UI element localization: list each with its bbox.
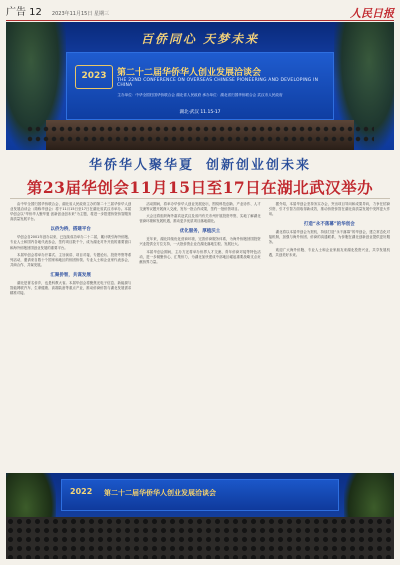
paragraph: 本届华创会将举办开幕式、主旨演讲、项目对接、专题论坛、投资考察等系列活动，邀请来自数十个国家和地区的侨团侨领、专业人士和企业家代表参会，共商合作、共谋发展。 [10,252,132,267]
paragraph: 活动期间，将举办华侨华人创业发展论坛，围绕科技创新、产业协作、人才交流等议题开展深入交流，发布一批合作成果，签约一批侨资项目。 [139,202,261,212]
slogan-line [0,154,400,173]
audience [26,124,374,146]
section-heading: 打造“永不落幕”的华创会 [303,222,355,228]
paragraph: 本届华创会期间，主办方还将举办侨界人才交流、青年侨商对接等特色活动，进一步凝聚侨心、汇集侨力，为湖北加快建成中部地区崛起重要战略支点贡献侨界力量。 [139,249,261,264]
article-body [10,202,390,470]
hero-photo [6,22,394,150]
newspaper-masthead: 人民日报 [350,7,394,20]
paragraph: 湖北将以本届华创会为契机，持续打造“永不落幕”的华创会，建立常态化对接机制，加强与海外侨团、侨商的沟通联系，为侨胞在湖北创新创业提供更好服务。 [268,230,390,245]
conference-title-en: THE 22ND CONFERENCE ON OVERSEAS CHINESE PIONEERING AND DEVELOPING IN CHINA [117,78,319,88]
headline: 第23届华创会11月15日至17日在湖北武汉举办 [26,178,374,197]
slogan-right: 创新创业创未来 [206,158,312,173]
conference-title: 第二十二届华侨华人创业发展洽谈会 [117,68,262,78]
divider [10,198,390,199]
section-heading: 汇聚侨智，共谋发展 [50,272,91,278]
photo-banner-title: 第二十二届华侨华人创业发展洽谈会 [104,488,216,497]
conference-screen [66,52,334,120]
page-header [6,4,394,21]
paragraph: 近年来，湖北持续优化营商环境，完善侨商服务体系，为海外侨胞回国投资兴业提供全方位支持，一大批侨资企业在湖北落地生根、发展壮大。 [139,237,261,247]
photo-logo: 2022 [70,487,93,496]
section-heading: 以侨为桥，搭建平台 [50,227,91,233]
section-heading: 优化服务，厚植沃土 [179,229,221,235]
paragraph: 大会还将组织海外嘉宾赴武汉及省内有关市州开展投资考察，实地了解湖北营商环境和发展机遇，推动更多优质项目落地湖北。 [139,214,261,224]
article-column-2 [139,202,260,470]
paragraph: 华创会自2001年创办以来，已连续成功举办二十二届，累计吸引海外侨胞、专业人士和国内各地代表参会，签约项目数千个，成为湖北对外开放的重要窗口和海外侨胞回国创业发展的重要平台。 [10,235,132,250]
conference-logo: 2023 [75,65,113,89]
paragraph: 欢迎广大海外侨胞、专业人士和企业家朋友来湖北投资兴业，共享发展机遇，共创美好未来。 [268,247,390,257]
article-column-3 [269,202,390,470]
section-label: 广告 12 [6,7,42,18]
hero-slogan: 百侨同心 天梦未来 [140,32,260,46]
audience-crowd [6,517,394,559]
photo-banner [61,479,339,511]
conference-place-date: 湖北·武汉 11.15-17 [179,110,221,115]
paragraph: 湖北是著名侨乡，也是科教大省。本届华创会将聚焦光电子信息、新能源与智能网联汽车、生命健康、高端装备等重点产业，推动侨商侨智与湖北发展需求精准对接。 [10,280,132,296]
issue-date: 2023年11月15日 星期三 [51,11,109,17]
bottom-photo [6,473,394,559]
conference-organizers: 主办单位：中华全国归国华侨联合会 湖北省人民政府 承办单位：湖北省归国华侨联合会 武汉市人民政府 [117,93,283,97]
paragraph: 由中华全国归国华侨联合会、湖北省人民政府主办的第二十三届华侨华人创业发展洽谈会（简称华创会）将于11月15日至17日在湖北省武汉市举办。本届华创会以“华侨华人聚华夏 创新创业创未来”为主题，将进一步搭建侨资侨智服务高质量发展平台。 [10,202,132,222]
paragraph: 据介绍，本届华创会坚持务实办会，突出项目导向和成果导向，力争在招商引资、引才引智方面取得新成效，推动侨资侨智在湖北高质量发展中发挥更大作用。 [268,202,390,217]
slogan-left: 华侨华人聚华夏 [88,158,194,173]
article-column-1 [10,202,131,470]
